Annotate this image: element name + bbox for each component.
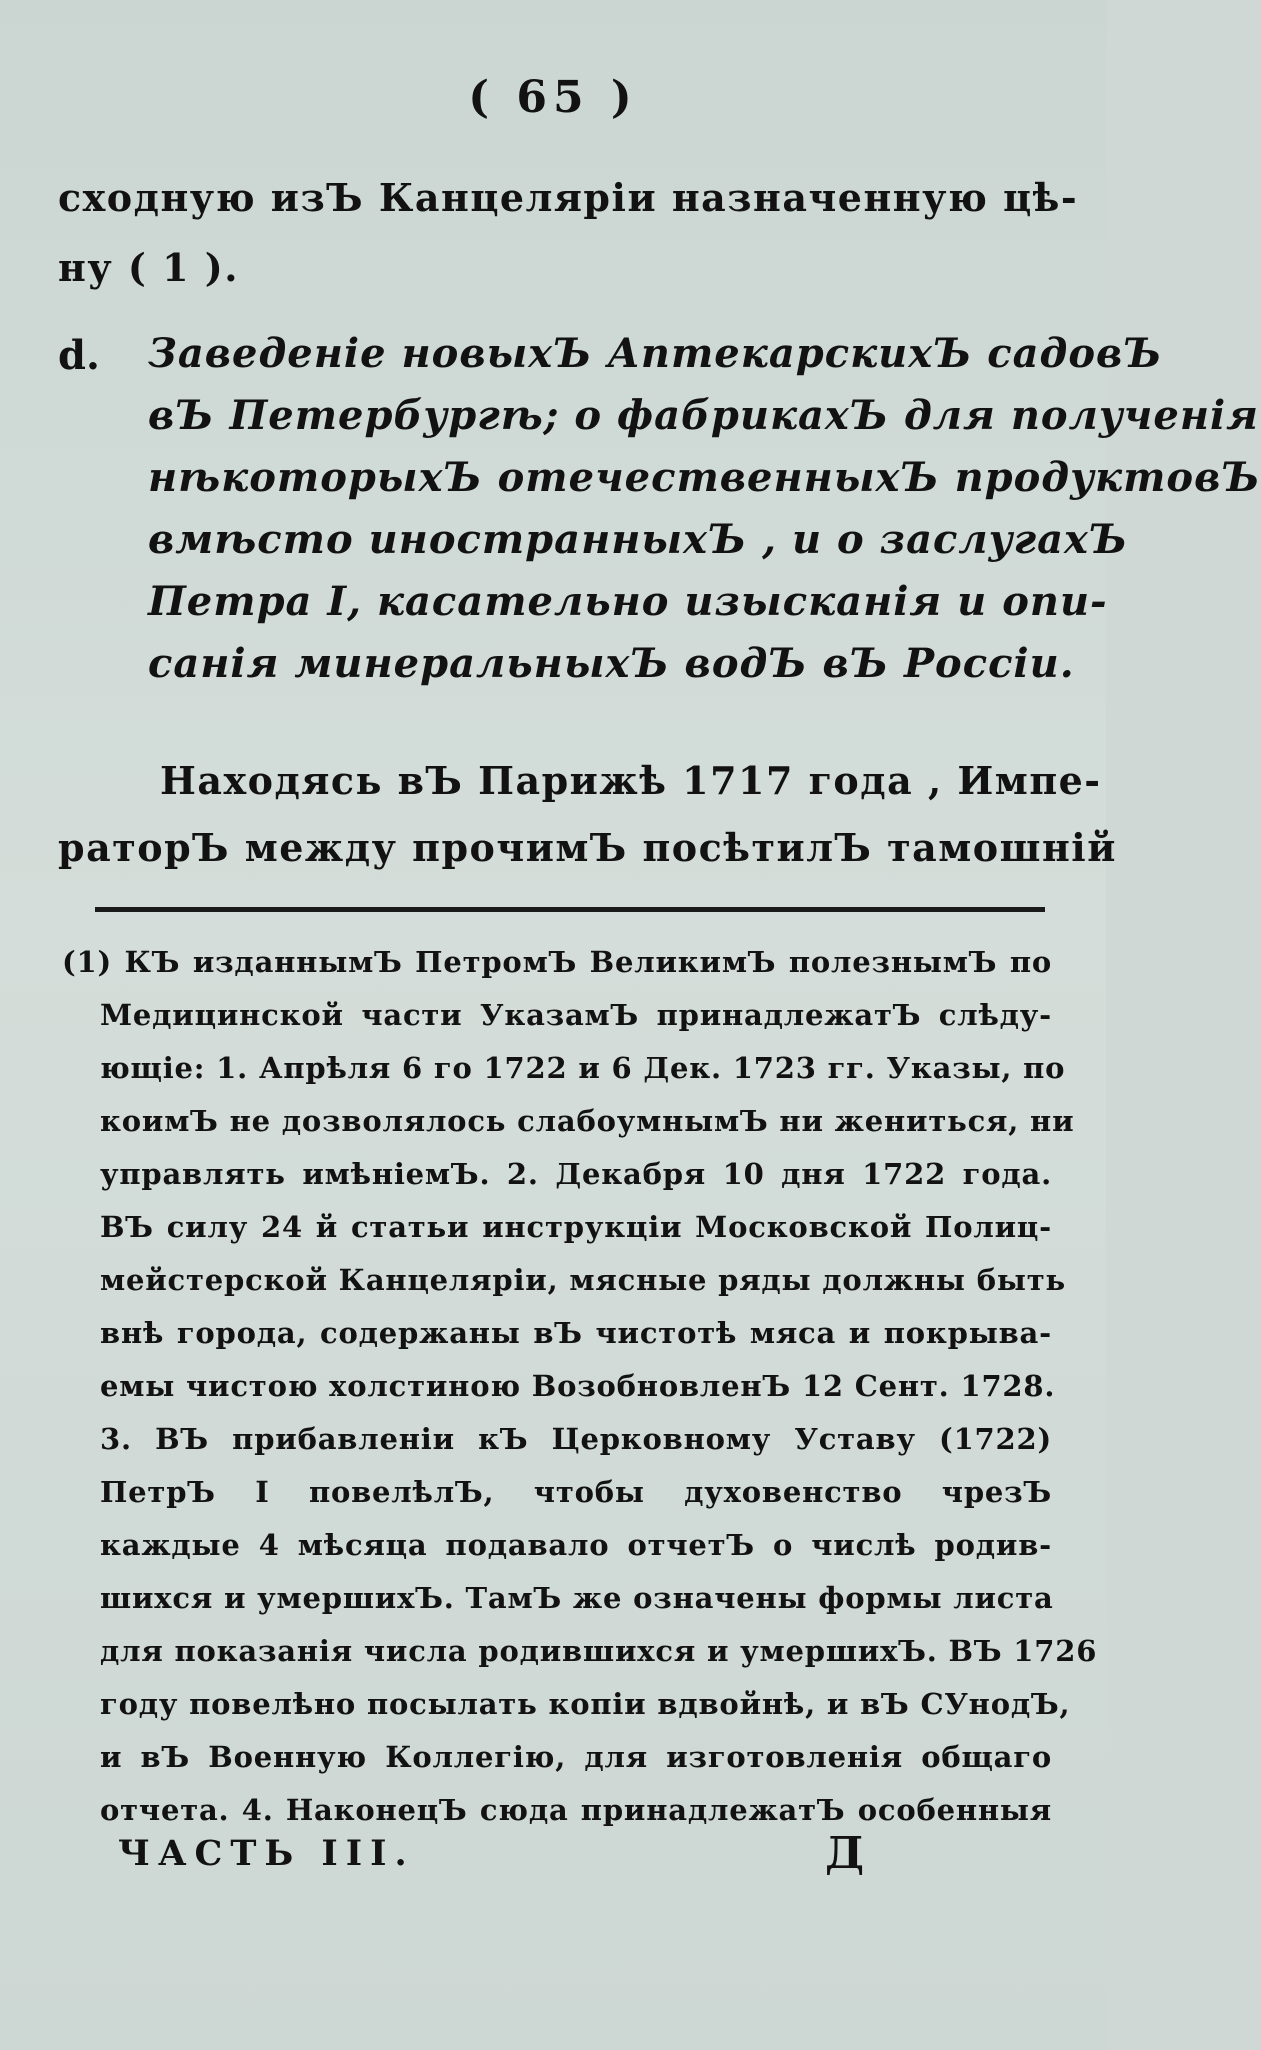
footnote-line: коимЪ не дозволялось слабоумнымЪ ни жениться, ни [100, 1104, 1075, 1138]
footnote-line: ВЪ силу 24 й статьи инструкціи Московской Полиц- [100, 1210, 1052, 1244]
footnote-divider [95, 907, 1045, 912]
section-heading-line: санія минеральныхЪ водЪ вЪ Россіи. [148, 640, 1075, 687]
footnote-line: управлять имѣніемЪ. 2. Декабря 10 дня 1722 года. [100, 1157, 1052, 1191]
footnote-line: шихся и умершихЪ. ТамЪ же означены формы листа [100, 1581, 1054, 1615]
footnote-line: ющіе: 1. Апрѣля 6 го 1722 и 6 Дек. 1723 гг. Указы, по [100, 1051, 1066, 1085]
footnote-line: отчета. 4. НаконецЪ сюда принадлежатЪ особенныя [100, 1793, 1052, 1827]
footnote-line: (1) КЪ изданнымЪ ПетромЪ ВеликимЪ полезнымЪ по [62, 945, 1052, 979]
paragraph-line: Находясь вЪ Парижѣ 1717 года , Импе- [160, 758, 1102, 803]
section-heading-line: нѣкоторыхЪ отечественныхЪ продуктовЪ [148, 454, 1261, 501]
section-heading-line: вмѣсто иностранныхЪ , и о заслугахЪ [148, 516, 1129, 563]
page-number: ( 65 ) [468, 72, 638, 123]
footnote-line: Медицинской части УказамЪ принадлежатЪ слѣду- [100, 998, 1052, 1032]
footnote-line: мейстерской Канцеляріи, мясные ряды должны быть [100, 1263, 1066, 1297]
sheet-mark: Д [825, 1828, 865, 1879]
paragraph-line: раторЪ между прочимЪ посѣтилЪ тамошній [58, 825, 1117, 870]
footnote-line: и вЪ Военную Коллегію, для изготовленія общаго [100, 1740, 1052, 1774]
footnote-line: внѣ города, содержаны вЪ чистотѣ мяса и покрыва- [100, 1316, 1052, 1350]
section-heading-line: Петра I, касательно изысканія и опи- [148, 578, 1108, 625]
footnote-line: для показанія числа родившихся и умершихЪ. ВЪ 1726 [100, 1634, 1098, 1668]
intro-line: сходную изЪ Канцеляріи назначенную цѣ- [58, 175, 1079, 220]
section-heading-line: вЪ Петербургѣ; о фабрикахЪ для полученія [148, 392, 1260, 439]
footnote-line: году повелѣно посылать копіи вдвойнѣ, и вЪ СУнодЪ, [100, 1687, 1071, 1721]
footnote-line: каждые 4 мѣсяца подавало отчетЪ о числѣ родив- [100, 1528, 1052, 1562]
signature-mark: ЧАСТЬ III. [118, 1833, 415, 1874]
section-heading-line: Заведеніе новыхЪ АптекарскихЪ садовЪ [148, 330, 1163, 377]
footnote-line: ПетрЪ I повелѣлЪ, чтобы духовенство чрезЪ [100, 1475, 1052, 1509]
footnote-line: емы чистою холстиною ВозобновленЪ 12 Сент. 1728. [100, 1369, 1056, 1403]
footnote-line: 3. ВЪ прибавленіи кЪ Церковному Уставу (1722) [100, 1422, 1052, 1456]
intro-line: ну ( 1 ). [58, 245, 239, 290]
section-marker: d. [58, 332, 100, 379]
